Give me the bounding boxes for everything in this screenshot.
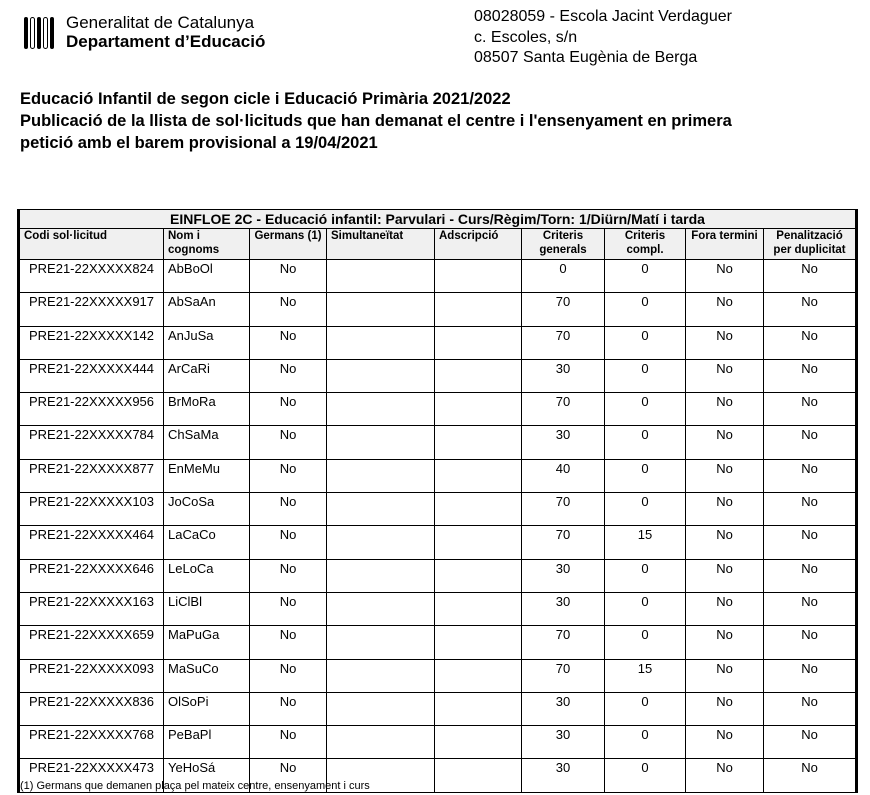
cell-late: No [686,459,764,492]
cell-late: No [686,526,764,559]
title-line-1: Educació Infantil de segon cicle i Educació Primària 2021/2022 [20,90,511,108]
cell-siblings: No [250,626,327,659]
cell-late: No [686,426,764,459]
table-row [19,526,857,559]
cell-complementary-criteria: 0 [605,592,686,625]
cell-name: MaSuCo [164,659,250,692]
cell-ascription [435,459,522,492]
cell-complementary-criteria: 0 [605,493,686,526]
cell-general-criteria: 70 [522,526,605,559]
cell-name: AbSaAn [164,293,250,326]
cell-name: BrMoRa [164,393,250,426]
cell-name: PeBaPl [164,726,250,759]
cell-request-code: PRE21-22XXXXX142 [19,326,164,359]
cell-late: No [686,260,764,293]
cell-request-code: PRE21-22XXXXX473 [19,759,164,792]
cell-simultaneity [327,459,435,492]
cell-general-criteria: 70 [522,393,605,426]
cell-name: OlSoPi [164,692,250,725]
table-row [19,359,857,392]
cell-simultaneity [327,692,435,725]
cell-siblings: No [250,726,327,759]
column-header-ascription: Adscripció [435,229,522,260]
cell-general-criteria: 70 [522,293,605,326]
cell-siblings: No [250,559,327,592]
cell-siblings: No [250,692,327,725]
cell-duplicate-penalty: No [764,626,857,659]
cell-complementary-criteria: 0 [605,559,686,592]
cell-ascription [435,359,522,392]
school-name: 08028059 - Escola Jacint Verdaguer [474,8,732,25]
cell-siblings: No [250,759,327,792]
cell-general-criteria: 30 [522,426,605,459]
cell-general-criteria: 70 [522,659,605,692]
cell-complementary-criteria: 0 [605,692,686,725]
cell-siblings: No [250,260,327,293]
cell-complementary-criteria: 0 [605,293,686,326]
cell-simultaneity [327,726,435,759]
cell-request-code: PRE21-22XXXXX103 [19,493,164,526]
cell-late: No [686,759,764,792]
cell-ascription [435,493,522,526]
cell-request-code: PRE21-22XXXXX824 [19,260,164,293]
cell-general-criteria: 0 [522,260,605,293]
table-row [19,626,857,659]
cell-request-code: PRE21-22XXXXX163 [19,592,164,625]
cell-complementary-criteria: 0 [605,726,686,759]
cell-request-code: PRE21-22XXXXX956 [19,393,164,426]
cell-simultaneity [327,559,435,592]
cell-simultaneity [327,592,435,625]
column-header-simultaneity: Simultaneïtat [327,229,435,260]
cell-name: AbBoOl [164,260,250,293]
cell-request-code: PRE21-22XXXXX646 [19,559,164,592]
cell-complementary-criteria: 0 [605,626,686,659]
school-street: c. Escoles, s/n [474,28,578,46]
table-row [19,260,857,293]
table-row [19,326,857,359]
cell-duplicate-penalty: No [764,493,857,526]
cell-late: No [686,359,764,392]
table-row [19,559,857,592]
table-row [19,393,857,426]
cell-ascription [435,759,522,792]
cell-siblings: No [250,459,327,492]
cell-late: No [686,293,764,326]
cell-ascription [435,526,522,559]
cell-request-code: PRE21-22XXXXX444 [19,359,164,392]
cell-duplicate-penalty: No [764,726,857,759]
cell-simultaneity [327,626,435,659]
cell-late: No [686,726,764,759]
cell-name: EnMeMu [164,459,250,492]
cell-simultaneity [327,260,435,293]
cell-general-criteria: 30 [522,726,605,759]
generalitat-logo [24,14,265,51]
cell-duplicate-penalty: No [764,260,857,293]
cell-name: AnJuSa [164,326,250,359]
cell-general-criteria: 30 [522,359,605,392]
cell-late: No [686,592,764,625]
cell-simultaneity [327,493,435,526]
cell-request-code: PRE21-22XXXXX836 [19,692,164,725]
column-header-request-code: Codi sol·licitud [19,229,164,260]
cell-name: MaPuGa [164,626,250,659]
cell-complementary-criteria: 0 [605,359,686,392]
cell-duplicate-penalty: No [764,759,857,792]
cell-complementary-criteria: 0 [605,426,686,459]
cell-general-criteria: 30 [522,559,605,592]
cell-ascription [435,426,522,459]
column-header-name: Nom i cognoms [164,229,250,260]
cell-duplicate-penalty: No [764,692,857,725]
cell-duplicate-penalty: No [764,526,857,559]
cell-siblings: No [250,526,327,559]
cell-request-code: PRE21-22XXXXX464 [19,526,164,559]
cell-siblings: No [250,493,327,526]
title-line-3: petició amb el barem provisional a 19/04/2021 [20,134,378,152]
cell-siblings: No [250,393,327,426]
cell-late: No [686,659,764,692]
cell-ascription [435,393,522,426]
cell-complementary-criteria: 0 [605,326,686,359]
table-row [19,493,857,526]
cell-name: ChSaMa [164,426,250,459]
cell-ascription [435,293,522,326]
column-header-late: Fora termini [686,229,764,260]
cell-name: LeLoCa [164,559,250,592]
cell-siblings: No [250,359,327,392]
cell-name: YeHoSá [164,759,250,792]
table-row [19,659,857,692]
cell-duplicate-penalty: No [764,426,857,459]
cell-complementary-criteria: 0 [605,260,686,293]
table-row [19,293,857,326]
document-title [20,88,732,154]
cell-request-code: PRE21-22XXXXX768 [19,726,164,759]
cell-siblings: No [250,659,327,692]
cell-late: No [686,626,764,659]
cell-duplicate-penalty: No [764,659,857,692]
cell-late: No [686,692,764,725]
school-address [474,7,732,69]
cell-simultaneity [327,359,435,392]
cell-name: JoCoSa [164,493,250,526]
cell-duplicate-penalty: No [764,559,857,592]
column-header-siblings: Germans (1) [250,229,327,260]
cell-siblings: No [250,293,327,326]
cell-late: No [686,493,764,526]
cell-request-code: PRE21-22XXXXX659 [19,626,164,659]
cell-siblings: No [250,592,327,625]
cell-general-criteria: 30 [522,692,605,725]
cell-complementary-criteria: 0 [605,393,686,426]
applications-table [17,209,858,793]
cell-complementary-criteria: 0 [605,459,686,492]
table-row [19,692,857,725]
cell-siblings: No [250,426,327,459]
cell-general-criteria: 70 [522,493,605,526]
column-header-general-criteria: Criteris generals [522,229,605,260]
table-row [19,592,857,625]
cell-ascription [435,726,522,759]
cell-simultaneity [327,426,435,459]
department-name: Departament d’Educació [66,32,266,51]
school-city: 08507 Santa Eugènia de Berga [474,49,698,66]
cell-duplicate-penalty: No [764,326,857,359]
cell-ascription [435,659,522,692]
cell-general-criteria: 30 [522,592,605,625]
table-row [19,726,857,759]
cell-request-code: PRE21-22XXXXX093 [19,659,164,692]
cell-duplicate-penalty: No [764,459,857,492]
org-name: Generalitat de Catalunya [66,13,255,32]
cell-general-criteria: 40 [522,459,605,492]
title-line-2: Publicació de la llista de sol·licituds que han demanat el centre i l'ensenyament en primera [20,112,732,130]
table-row [19,426,857,459]
cell-ascription [435,559,522,592]
cell-request-code: PRE21-22XXXXX877 [19,459,164,492]
cell-duplicate-penalty: No [764,592,857,625]
cell-name: ArCaRi [164,359,250,392]
table-row [19,459,857,492]
cell-request-code: PRE21-22XXXXX917 [19,293,164,326]
footnote: (1) Germans que demanen plaça pel mateix centre, ensenyament i curs [20,780,370,792]
generalitat-seal-icon [24,17,54,49]
cell-late: No [686,326,764,359]
cell-duplicate-penalty: No [764,359,857,392]
cell-name: LaCaCo [164,526,250,559]
cell-general-criteria: 70 [522,326,605,359]
cell-general-criteria: 70 [522,626,605,659]
cell-simultaneity [327,393,435,426]
cell-ascription [435,592,522,625]
cell-general-criteria: 30 [522,759,605,792]
cell-ascription [435,326,522,359]
cell-simultaneity [327,526,435,559]
cell-simultaneity [327,659,435,692]
table-caption: EINFLOE 2C - Educació infantil: Parvulari - Curs/Règim/Torn: 1/Diürn/Matí i tarda [19,210,857,229]
cell-complementary-criteria: 15 [605,526,686,559]
cell-siblings: No [250,326,327,359]
column-header-complementary-criteria: Criteris compl. [605,229,686,260]
cell-name: LiClBl [164,592,250,625]
cell-ascription [435,626,522,659]
cell-duplicate-penalty: No [764,293,857,326]
cell-complementary-criteria: 0 [605,759,686,792]
cell-complementary-criteria: 15 [605,659,686,692]
cell-request-code: PRE21-22XXXXX784 [19,426,164,459]
cell-ascription [435,260,522,293]
column-header-duplicate-penalty: Penalització per duplicitat [764,229,857,260]
cell-duplicate-penalty: No [764,393,857,426]
cell-simultaneity [327,293,435,326]
cell-simultaneity [327,326,435,359]
cell-late: No [686,559,764,592]
cell-ascription [435,692,522,725]
cell-late: No [686,393,764,426]
